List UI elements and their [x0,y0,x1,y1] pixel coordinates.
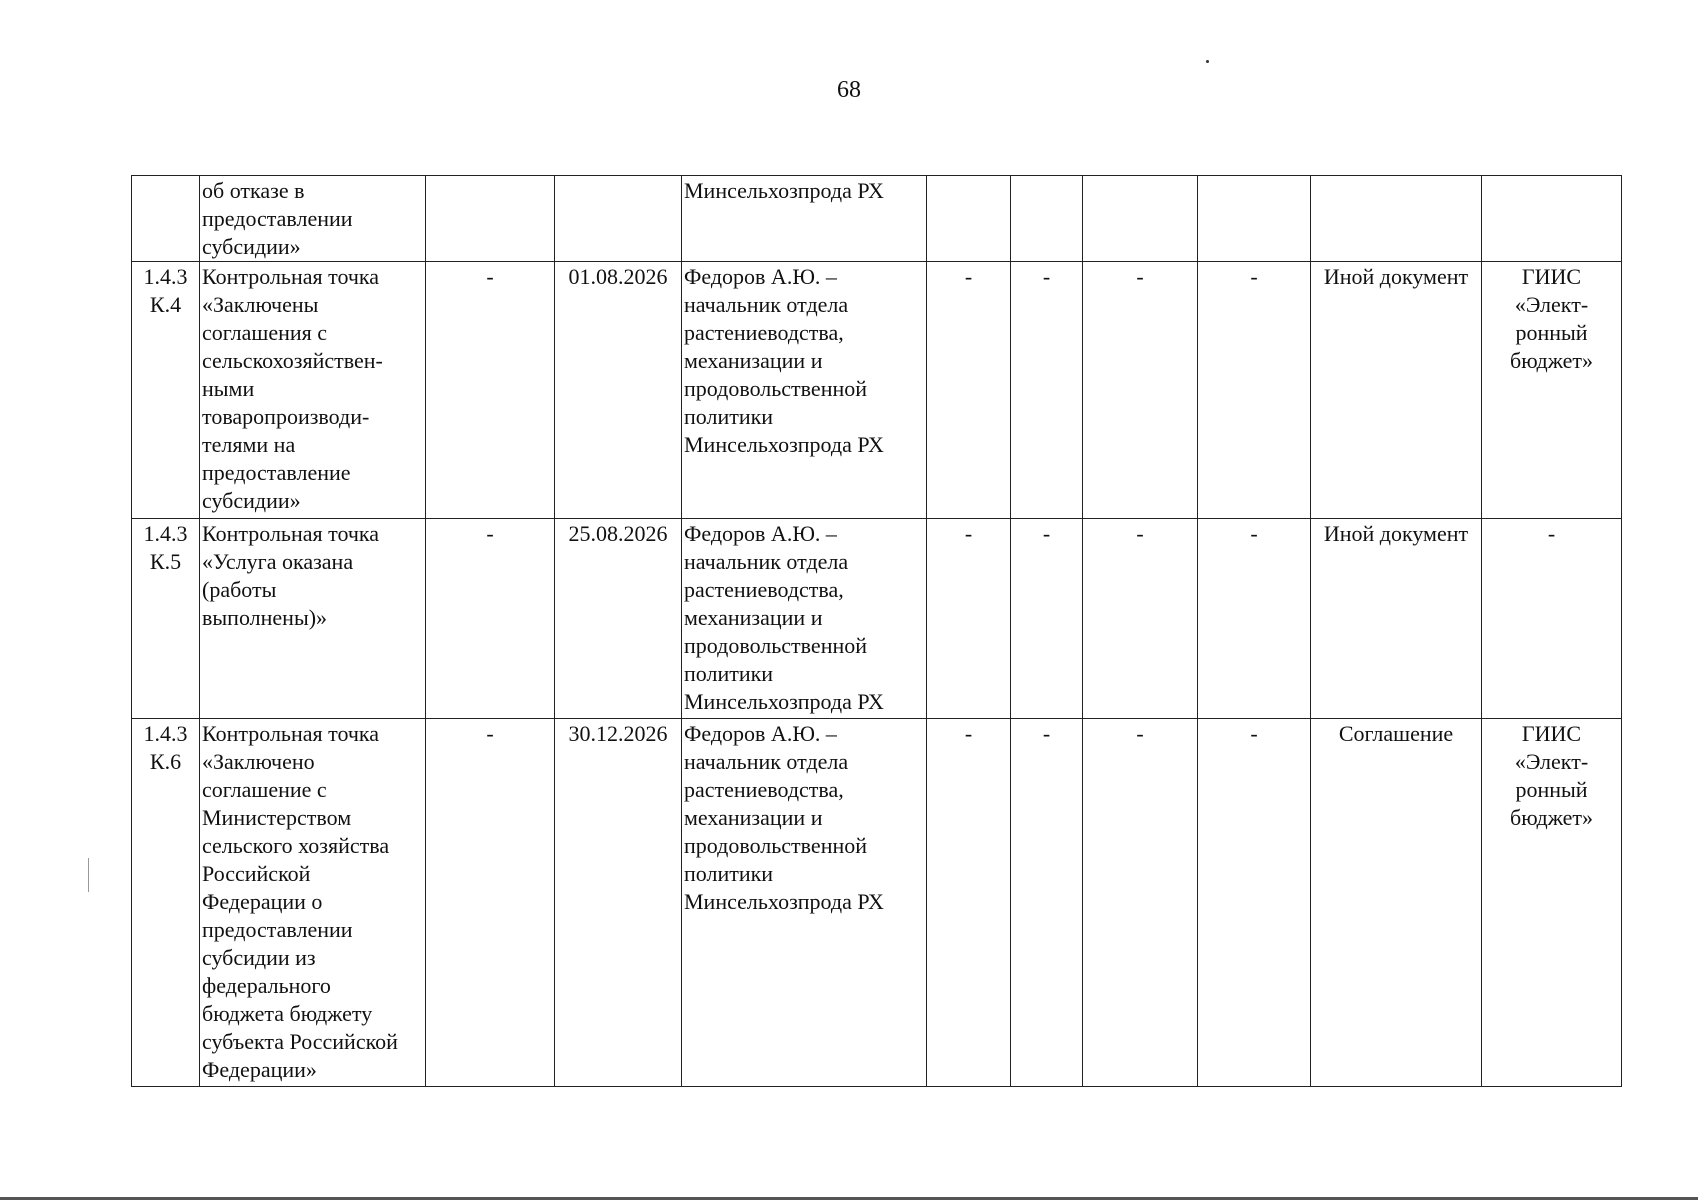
cell-col7 [1011,176,1083,262]
cell-start-date: - [426,262,555,519]
scan-artifact-dot [1206,60,1209,63]
cell-name: Контрольная точка «Услуга оказана (работы выполнены)» [200,519,426,719]
cell-col8: - [1083,262,1198,519]
cell-col7: - [1011,519,1083,719]
cell-number: 1.4.3 К.6 [132,719,200,1087]
cell-number: 1.4.3 К.5 [132,519,200,719]
cell-end-date: 25.08.2026 [555,519,682,719]
cell-col6: - [927,262,1011,519]
cell-col9: - [1198,519,1311,719]
cell-col8: - [1083,519,1198,719]
cell-col7: - [1011,262,1083,519]
cell-start-date: - [426,719,555,1087]
cell-document-type: Иной документ [1311,519,1482,719]
cell-name: Контрольная точка «Заключены соглашения с сельскохозяйствен- ными товаропроизводи- телями на предоставление субсидии» [200,262,426,519]
cell-responsible: Федоров А.Ю. – начальник отдела растениеводства, механизации и продовольственной политики Минсельхозпрода РХ [682,519,927,719]
cell-col6 [927,176,1011,262]
table-row [132,719,1622,1087]
cell-information-system: - [1482,519,1622,719]
cell-information-system: ГИИС «Элект- ронный бюджет» [1482,719,1622,1087]
cell-col8 [1083,176,1198,262]
scan-margin-mark [88,858,89,892]
cell-start-date: - [426,519,555,719]
cell-name: Контрольная точка «Заключено соглашение с Министерством сельского хозяйства Российской Федерации о предоставлении субсидии из федерального бюджета бюджету субъекта Российской Федерации» [200,719,426,1087]
page-number: 68 [837,77,861,103]
cell-col9: - [1198,719,1311,1087]
cell-number [132,176,200,262]
cell-end-date: 01.08.2026 [555,262,682,519]
cell-start-date [426,176,555,262]
cell-end-date: 30.12.2026 [555,719,682,1087]
cell-document-type [1311,176,1482,262]
cell-col9 [1198,176,1311,262]
cell-end-date [555,176,682,262]
table-row [132,519,1622,719]
cell-responsible: Федоров А.Ю. – начальник отдела растениеводства, механизации и продовольственной политики Минсельхозпрода РХ [682,262,927,519]
cell-document-type: Иной документ [1311,262,1482,519]
cell-col9: - [1198,262,1311,519]
cell-information-system [1482,176,1622,262]
control-points-table [131,175,1622,1087]
cell-information-system: ГИИС «Элект- ронный бюджет» [1482,262,1622,519]
cell-responsible: Минсельхозпрода РХ [682,176,927,262]
table-row [132,176,1622,262]
cell-col8: - [1083,719,1198,1087]
cell-responsible: Федоров А.Ю. – начальник отдела растениеводства, механизации и продовольственной политики Минсельхозпрода РХ [682,719,927,1087]
cell-document-type: Соглашение [1311,719,1482,1087]
cell-col7: - [1011,719,1083,1087]
cell-number: 1.4.3 К.4 [132,262,200,519]
cell-name: об отказе в предоставлении субсидии» [200,176,426,262]
table-row [132,262,1622,519]
cell-col6: - [927,719,1011,1087]
cell-col6: - [927,519,1011,719]
